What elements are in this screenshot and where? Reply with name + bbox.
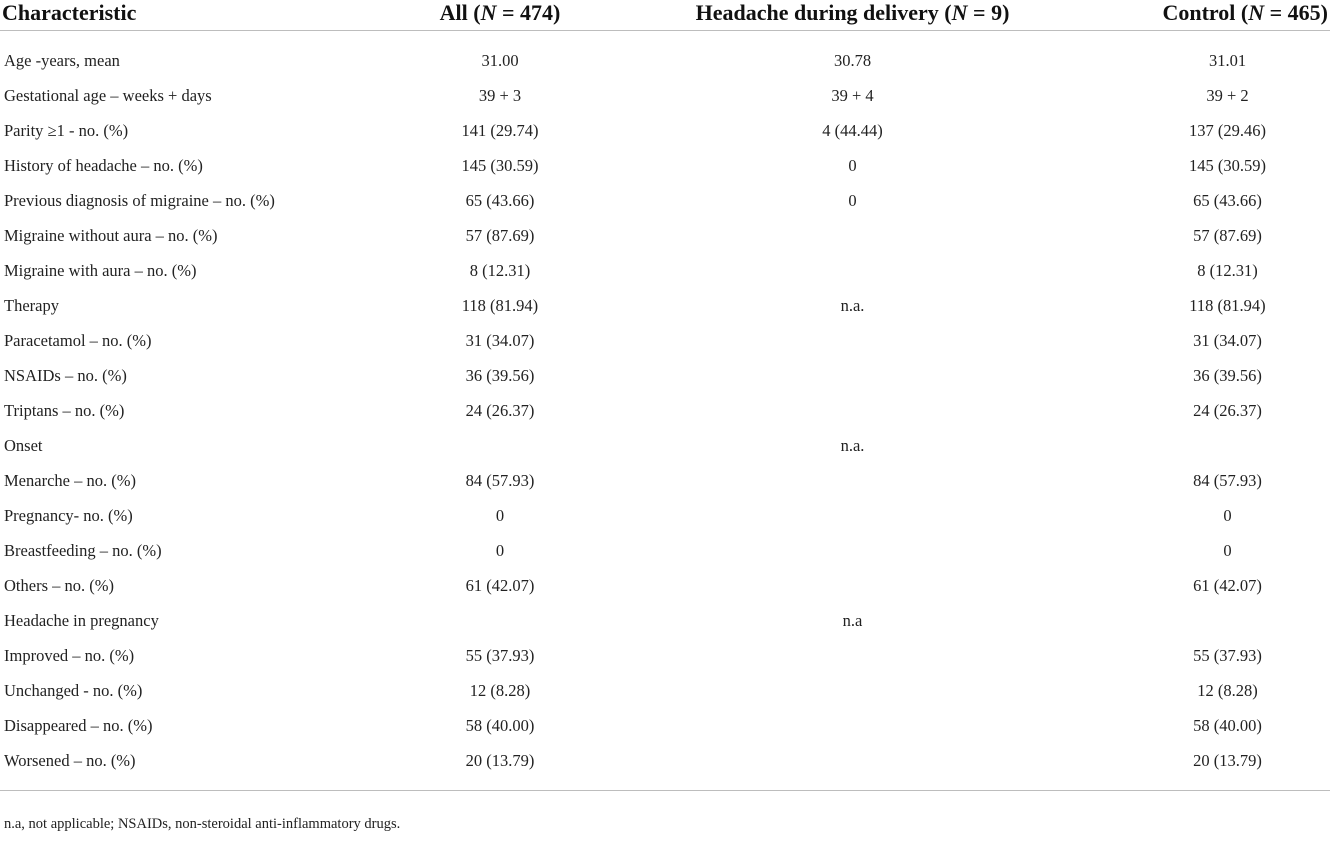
cell-headache: 39 + 4 xyxy=(831,85,874,105)
cell-control: 84 (57.93) xyxy=(1193,470,1262,490)
cell-all: 84 (57.93) xyxy=(465,470,535,490)
footer-rule-row xyxy=(0,791,1330,792)
table-header-row xyxy=(0,0,1330,31)
row-label: Migraine without aura – no. (%) xyxy=(4,225,218,245)
cell-control: 118 (81.94) xyxy=(1189,295,1266,315)
table-row xyxy=(0,428,1330,463)
row-label: Breastfeeding – no. (%) xyxy=(4,540,162,560)
cell-control: 61 (42.07) xyxy=(1193,575,1262,595)
row-label: Others – no. (%) xyxy=(4,575,114,595)
cell-headache: 30.78 xyxy=(833,50,872,70)
table-row xyxy=(0,78,1330,113)
table-row xyxy=(0,183,1330,218)
cell-headache xyxy=(580,743,1125,778)
cell-control: 0 xyxy=(1223,505,1232,525)
row-label: Worsened – no. (%) xyxy=(4,750,136,770)
row-label: Previous diagnosis of migraine – no. (%) xyxy=(4,190,275,210)
cell-all: 8 (12.31) xyxy=(469,260,531,280)
row-label: Parity ≥1 - no. (%) xyxy=(4,120,129,140)
cell-headache xyxy=(580,533,1125,568)
row-label: Paracetamol – no. (%) xyxy=(4,330,152,350)
header-headache: Headache during delivery (N = 9) xyxy=(695,0,1010,25)
cell-all: 39 + 3 xyxy=(478,85,522,105)
cell-control: 58 (40.00) xyxy=(1193,715,1262,735)
table-row xyxy=(0,253,1330,288)
cell-control: 55 (37.93) xyxy=(1193,645,1262,665)
row-label: NSAIDs – no. (%) xyxy=(4,365,127,385)
table-row xyxy=(0,533,1330,568)
cell-all xyxy=(420,603,580,638)
cell-all: 145 (30.59) xyxy=(461,155,539,175)
cell-control: 31 (34.07) xyxy=(1193,330,1262,350)
row-label: Improved – no. (%) xyxy=(4,645,135,665)
table-row xyxy=(0,568,1330,603)
row-label: Disappeared – no. (%) xyxy=(4,715,153,735)
header-control: Control (N = 465) xyxy=(1162,0,1328,25)
cell-control: 20 (13.79) xyxy=(1193,750,1262,770)
table-row xyxy=(0,43,1330,78)
row-label: Menarche – no. (%) xyxy=(4,470,136,490)
row-label: Headache in pregnancy xyxy=(4,610,159,630)
cell-control: 0 xyxy=(1223,540,1232,560)
header-divider xyxy=(0,31,1330,44)
row-label: Migraine with aura – no. (%) xyxy=(4,260,197,280)
cell-all: 31.00 xyxy=(481,50,519,70)
cell-all: 12 (8.28) xyxy=(469,680,531,700)
cell-control: 8 (12.31) xyxy=(1197,260,1258,280)
cell-headache xyxy=(580,463,1125,498)
table-row xyxy=(0,603,1330,638)
cell-headache: 0 xyxy=(848,155,857,175)
cell-headache xyxy=(580,218,1125,253)
table-row xyxy=(0,358,1330,393)
footer-divider xyxy=(0,778,1330,791)
table-row xyxy=(0,323,1330,358)
table-row xyxy=(0,498,1330,533)
cell-control xyxy=(1125,603,1330,638)
table-row xyxy=(0,463,1330,498)
header-characteristic: Characteristic xyxy=(2,0,137,25)
table-row xyxy=(0,743,1330,778)
cell-all: 0 xyxy=(495,505,505,525)
cell-all: 20 (13.79) xyxy=(465,750,535,770)
cell-all: 61 (42.07) xyxy=(465,575,535,595)
cell-control: 65 (43.66) xyxy=(1193,190,1262,210)
cell-headache: 4 (44.44) xyxy=(822,120,883,140)
cell-control: 31.01 xyxy=(1208,50,1247,70)
cell-control: 57 (87.69) xyxy=(1193,225,1262,245)
table-row xyxy=(0,393,1330,428)
cell-headache: n.a xyxy=(842,610,863,630)
cell-headache xyxy=(580,708,1125,743)
cell-headache xyxy=(580,323,1125,358)
cell-all: 65 (43.66) xyxy=(465,190,535,210)
table-row xyxy=(0,708,1330,743)
row-label: Unchanged - no. (%) xyxy=(4,680,143,700)
cell-headache xyxy=(580,498,1125,533)
cell-control xyxy=(1125,428,1330,463)
header-rule xyxy=(0,31,1330,44)
cell-all: 58 (40.00) xyxy=(465,715,535,735)
cell-headache xyxy=(580,568,1125,603)
row-label: Pregnancy- no. (%) xyxy=(4,505,133,525)
table-row xyxy=(0,673,1330,708)
header-all: All (N = 474) xyxy=(439,0,561,25)
footer-rule xyxy=(0,791,1330,792)
footer-spacer xyxy=(0,778,1330,791)
row-label: Gestational age – weeks + days xyxy=(4,85,212,105)
table-row xyxy=(0,218,1330,253)
cell-all: 0 xyxy=(495,540,505,560)
cell-all: 24 (26.37) xyxy=(465,400,535,420)
cell-all: 118 (81.94) xyxy=(461,295,539,315)
row-label: Therapy xyxy=(4,295,59,315)
cell-control: 145 (30.59) xyxy=(1189,155,1266,175)
cell-all: 57 (87.69) xyxy=(465,225,535,245)
cell-all: 36 (39.56) xyxy=(465,365,535,385)
cell-headache xyxy=(580,393,1125,428)
table-footnote: n.a, not applicable; NSAIDs, non-steroidal anti-inflammatory drugs. xyxy=(4,816,401,832)
table-row xyxy=(0,288,1330,323)
cell-all xyxy=(420,428,580,463)
cell-headache xyxy=(580,673,1125,708)
cell-control: 39 + 2 xyxy=(1206,85,1249,105)
row-label: History of headache – no. (%) xyxy=(4,155,203,175)
cell-control: 12 (8.28) xyxy=(1197,680,1258,700)
row-label: Age -years, mean xyxy=(4,50,120,70)
cell-headache: 0 xyxy=(848,190,857,210)
row-label: Onset xyxy=(4,435,43,455)
table-row xyxy=(0,148,1330,183)
cell-headache: n.a. xyxy=(840,295,865,315)
table-row xyxy=(0,638,1330,673)
cell-control: 36 (39.56) xyxy=(1193,365,1262,385)
cell-all: 55 (37.93) xyxy=(465,645,535,665)
cell-headache xyxy=(580,638,1125,673)
table-body xyxy=(0,31,1330,792)
cell-control: 24 (26.37) xyxy=(1193,400,1262,420)
cell-headache: n.a. xyxy=(840,435,865,455)
table-row xyxy=(0,113,1330,148)
cell-all: 141 (29.74) xyxy=(461,120,539,140)
cell-all: 31 (34.07) xyxy=(465,330,535,350)
cell-headache xyxy=(580,358,1125,393)
row-label: Triptans – no. (%) xyxy=(4,400,125,420)
cell-control: 137 (29.46) xyxy=(1189,120,1266,140)
cell-headache xyxy=(580,253,1125,288)
